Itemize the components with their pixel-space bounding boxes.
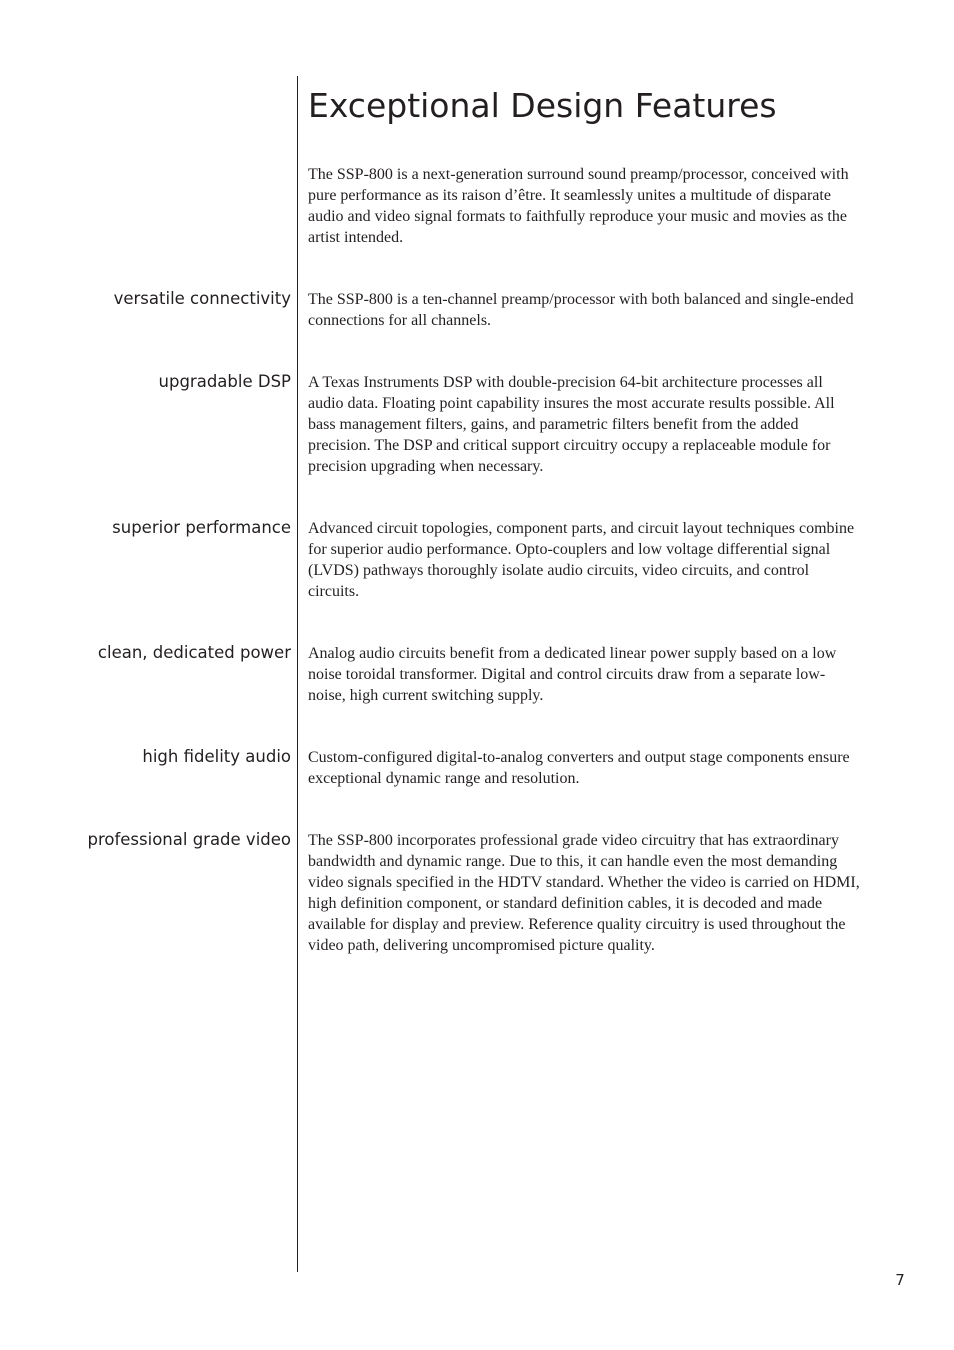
feature-text-upgradable-dsp: A Texas Instruments DSP with double-precision 64-bit architecture processes all audio data. Floating point capability insures the most accurate results possible. All bass management filters, gains, and parametric filters benefit from the added precision. The DSP and critical support circuitry occupy a replaceable module for precision upgrading when necessary. [308,374,835,475]
intro-paragraph: The SSP-800 is a next-generation surround sound preamp/processor, conceived with pure performance as its raison d’être. It seamlessly unites a multitude of disparate audio and video signal formats to faithfully reproduce your music and movies as the artist intended. [308,166,849,246]
feature-text-professional-grade-video: The SSP-800 incorporates professional grade video circuitry that has extraordinary bandwidth and dynamic range. Due to this, it can handle even the most demanding video signals specified in the HDTV standard. Whether the video is carried on HDMI, high definition component, or standard definition cables, it is decoded and made available for display and preview. Reference quality circuitry is used throughout the video path, delivering uncompromised picture quality. [308,832,860,954]
feature-label-high-fidelity-audio: high fidelity audio [142,747,291,766]
feature-label-professional-grade-video: professional grade video [87,830,291,849]
feature-label-upgradable-dsp: upgradable DSP [158,372,291,391]
vertical-divider [297,76,298,1272]
page-title: Exceptional Design Features [308,86,777,125]
feature-text-high-fidelity-audio: Custom-configured digital-to-analog converters and output stage components ensure exceptional dynamic range and resolution. [308,749,850,787]
feature-text-clean-dedicated-power: Analog audio circuits benefit from a dedicated linear power supply based on a low noise toroidal transformer. Digital and control circuits draw from a separate low-noise, high current switching supply. [308,645,837,704]
feature-text-superior-performance: Advanced circuit topologies, component parts, and circuit layout techniques combine for superior audio performance. Opto-couplers and low voltage differential signal (LVDS) pathways thoroughly isolate audio circuits, video circuits, and control circuits. [308,520,855,600]
feature-label-clean-dedicated-power: clean, dedicated power [97,643,291,662]
feature-label-versatile-connectivity: versatile connectivity [113,289,291,308]
feature-text-versatile-connectivity: The SSP-800 is a ten-channel preamp/processor with both balanced and single-ended connections for all channels. [308,291,854,329]
feature-label-superior-performance: superior performance [112,518,291,537]
page-number: 7 [895,1271,905,1289]
